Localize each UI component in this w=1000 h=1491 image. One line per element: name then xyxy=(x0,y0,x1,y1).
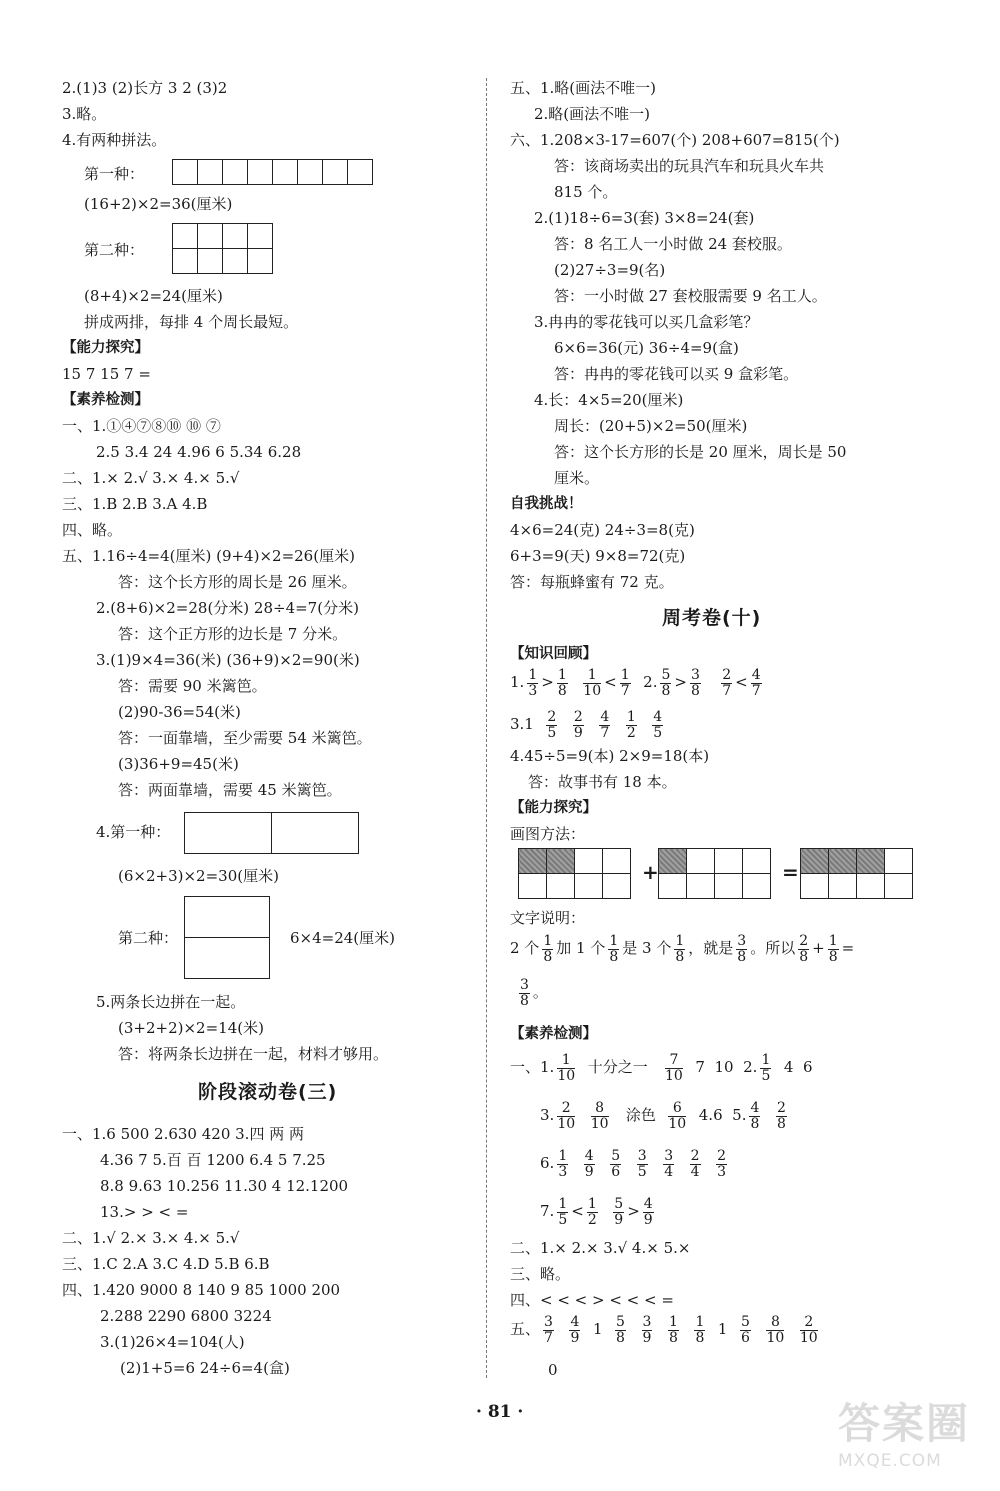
fraction xyxy=(665,1053,683,1084)
answer-line xyxy=(510,930,854,966)
numerator: 1 xyxy=(626,708,636,725)
item-number: 3.1 xyxy=(510,715,534,733)
denominator: 10 xyxy=(557,1115,576,1132)
numerator: 3 xyxy=(637,1147,647,1164)
text: 10 xyxy=(714,1058,734,1076)
denominator: 9 xyxy=(570,1329,580,1346)
numerator: 4 xyxy=(584,1147,594,1164)
answer-line: 3.略。 xyxy=(62,105,107,123)
text: + xyxy=(812,939,825,957)
fraction xyxy=(643,1197,654,1228)
fraction xyxy=(663,1149,674,1180)
fraction-grid-one-eighth xyxy=(658,848,771,899)
text: 1 xyxy=(717,1320,728,1338)
text: 6 xyxy=(803,1058,813,1076)
fraction xyxy=(591,1101,609,1132)
fraction xyxy=(584,1149,595,1180)
numerator: 1 xyxy=(587,1195,597,1212)
plus-sign: + xyxy=(642,860,659,884)
fraction xyxy=(608,934,619,965)
fraction xyxy=(660,668,671,699)
answer-line: (6×2+3)×2=30(厘米) xyxy=(118,867,279,885)
text: 涂色 xyxy=(625,1106,656,1124)
numerator: 1 xyxy=(557,1053,575,1069)
text: 。所以 xyxy=(750,939,796,957)
numerator: 2 xyxy=(547,708,557,725)
fraction xyxy=(721,668,732,699)
denominator: 8 xyxy=(668,1329,678,1346)
denominator: 5 xyxy=(558,1211,568,1228)
fraction xyxy=(736,934,747,965)
answer-line xyxy=(516,974,548,1010)
answer-line: (2)1+5=6 24÷6=4(盒) xyxy=(120,1359,290,1377)
page-number: · 81 · xyxy=(476,1402,524,1422)
text: = xyxy=(841,939,855,957)
equals-sign: = xyxy=(782,860,799,884)
numerator: 2 xyxy=(722,666,732,683)
fraction xyxy=(694,1315,705,1346)
comparison-sign: > xyxy=(541,673,554,691)
denominator: 10 xyxy=(557,1067,576,1084)
numerator: 3 xyxy=(690,666,700,683)
fraction xyxy=(557,1101,575,1132)
answer-line: 五、1.略(画法不唯一) xyxy=(510,79,657,97)
answer-line: 答：该商场卖出的玩具汽车和玩具火车共 xyxy=(554,157,825,175)
denominator: 7 xyxy=(722,682,732,699)
numerator: 1 xyxy=(558,1195,568,1212)
answer-line: 6+3=9(天) 9×8=72(克) xyxy=(510,547,686,565)
answer-line: 答：一面靠墙，至少需要 54 米篱笆。 xyxy=(118,729,372,747)
section-heading: 【能力探究】 xyxy=(62,340,149,356)
stacked-rectangle xyxy=(184,896,270,979)
fraction xyxy=(652,710,663,741)
answer-line: 答：这个长方形的长是 20 厘米，周长是 50 xyxy=(554,443,847,461)
fraction xyxy=(569,1315,580,1346)
denominator: 5 xyxy=(547,724,557,741)
numerator: 3 xyxy=(544,1313,553,1330)
answer-line: 答：两面靠墙，需要 45 米篱笆。 xyxy=(118,781,342,799)
denominator: 8 xyxy=(776,1115,786,1132)
numerator: 7 xyxy=(665,1053,683,1069)
numerator: 3 xyxy=(737,932,747,949)
numerator: 8 xyxy=(766,1315,784,1331)
answer-line: 答：需要 90 米篱笆。 xyxy=(118,677,267,695)
fraction xyxy=(690,668,701,699)
fraction xyxy=(613,1197,624,1228)
answer-line: 五、1.16÷4=4(厘米) (9+4)×2=26(厘米) xyxy=(62,547,355,565)
denominator: 8 xyxy=(675,948,685,965)
answer-line: 4.45÷5=9(本) 2×9=18(本) xyxy=(510,747,710,765)
item-number: 3. xyxy=(540,1106,555,1124)
section-heading: 【知识回顾】 xyxy=(510,646,597,662)
numerator: 1 xyxy=(543,932,553,949)
denominator: 7 xyxy=(544,1329,553,1346)
denominator: 7 xyxy=(600,724,610,741)
item-number: 6. xyxy=(540,1154,555,1172)
numerator: 5 xyxy=(611,1147,621,1164)
answer-line xyxy=(540,1192,657,1230)
answer-line: 3.(1)26×4=104(人) xyxy=(100,1333,245,1351)
fraction xyxy=(668,1101,686,1132)
fraction xyxy=(674,934,685,965)
comparison-sign: > xyxy=(674,673,687,691)
fraction xyxy=(599,710,610,741)
answer-line: 5.两条长边拼在一起。 xyxy=(96,993,246,1011)
answer-line: 6×6=36(元) 36÷4=9(盒) xyxy=(554,339,739,357)
denominator: 8 xyxy=(616,1329,625,1346)
text: 是 3 个 xyxy=(622,939,672,957)
answer-line: 四、< < < > < < < = xyxy=(510,1291,674,1309)
one-row-grid xyxy=(172,159,373,185)
fraction xyxy=(557,1197,568,1228)
denominator: 8 xyxy=(609,948,619,965)
denominator: 4 xyxy=(690,1163,700,1180)
denominator: 9 xyxy=(643,1211,653,1228)
denominator: 10 xyxy=(583,682,602,699)
text: 十分之一 xyxy=(587,1058,648,1076)
denominator: 8 xyxy=(520,992,529,1009)
fraction xyxy=(573,710,584,741)
numerator: 2 xyxy=(557,1101,575,1117)
numerator: 3 xyxy=(642,1313,652,1330)
answer-line: 6×4=24(厘米) xyxy=(290,929,396,947)
answer-line: 3.(1)9×4=36(米) (36+9)×2=90(米) xyxy=(96,651,360,669)
fraction xyxy=(620,668,631,699)
answer-line: 答：每瓶蜂蜜有 72 克。 xyxy=(510,573,674,591)
fraction xyxy=(546,710,557,741)
numerator: 2 xyxy=(800,1315,818,1331)
denominator: 9 xyxy=(642,1329,652,1346)
answer-line: 一、1.6 500 2.630 420 3.四 两 两 xyxy=(62,1125,304,1143)
numerator: 1 xyxy=(695,1313,705,1330)
watermark-text: 答案圈 xyxy=(838,1399,971,1448)
column-divider xyxy=(486,78,487,1378)
answer-line: 答：8 名工人一小时做 24 套校服。 xyxy=(554,235,792,253)
numerator: 4 xyxy=(600,708,610,725)
fraction xyxy=(751,668,762,699)
two-row-grid xyxy=(172,223,273,274)
answer-line: 一、1.①④⑦⑧⑩ ⑩ ⑦ xyxy=(62,417,221,435)
first-way-label: 第一种： xyxy=(84,165,145,183)
fraction xyxy=(557,1053,575,1084)
numerator: 4 xyxy=(570,1313,580,1330)
denominator: 6 xyxy=(611,1163,621,1180)
answer-line: 六、1.208×3-17=607(个) 208+607=815(个) xyxy=(510,131,840,149)
second-way-label: 第二种： xyxy=(84,241,145,259)
text: 1 xyxy=(592,1320,603,1338)
answer-line xyxy=(510,1310,821,1348)
comparison-sign: < xyxy=(735,673,748,691)
numerator: 6 xyxy=(668,1101,686,1117)
answer-line: 答：一小时做 27 套校服需要 9 名工人。 xyxy=(554,287,827,305)
answer-line: 4×6=24(克) 24÷3=8(克) xyxy=(510,521,695,539)
denominator: 8 xyxy=(543,948,553,965)
watermark-logo xyxy=(838,1391,978,1471)
text: ，就是 xyxy=(688,939,734,957)
fraction xyxy=(776,1101,787,1132)
comparison-sign: < xyxy=(604,673,617,691)
fraction xyxy=(626,710,637,741)
denominator: 5 xyxy=(637,1163,647,1180)
answer-line: (8+4)×2=24(厘米) xyxy=(84,287,223,305)
fraction xyxy=(583,668,601,699)
answer-line: 四、1.420 9000 8 140 9 85 1000 200 xyxy=(62,1281,341,1299)
answer-line: 8.8 9.63 10.256 11.30 4 12.1200 xyxy=(100,1177,349,1195)
answer-line: 厘米。 xyxy=(554,469,600,487)
section-title: 阶段滚动卷(三) xyxy=(198,1081,338,1103)
numerator: 4 xyxy=(653,708,663,725)
fraction xyxy=(637,1149,648,1180)
second-way-label: 第二种： xyxy=(118,929,179,947)
denominator: 2 xyxy=(587,1211,597,1228)
fraction xyxy=(668,1315,679,1346)
comparison-sign: < xyxy=(571,1202,584,1220)
denominator: 8 xyxy=(799,948,809,965)
fraction xyxy=(749,1101,760,1132)
fraction-grid-two-eighths xyxy=(518,848,631,899)
fraction xyxy=(766,1315,784,1346)
answer-line: 答：这个正方形的边长是 7 分米。 xyxy=(118,625,348,643)
answer-line: 文字说明： xyxy=(510,909,586,927)
answer-line: (16+2)×2=36(厘米) xyxy=(84,195,233,213)
numerator: 4 xyxy=(750,1099,760,1116)
answer-line: 拼成两排，每排 4 个周长最短。 xyxy=(84,313,299,331)
numerator: 5 xyxy=(661,666,671,683)
comparison-sign: > xyxy=(627,1202,640,1220)
answer-line: 3.冉冉的零花钱可以买几盒彩笔？ xyxy=(534,313,759,331)
denominator: 3 xyxy=(558,1163,568,1180)
denominator: 10 xyxy=(668,1115,687,1132)
fraction xyxy=(828,934,839,965)
answer-line: (3)36+9=45(米) xyxy=(118,755,239,773)
fraction xyxy=(716,1149,727,1180)
fraction xyxy=(542,934,553,965)
numerator: 1 xyxy=(557,666,567,683)
answer-line: 画图方法： xyxy=(510,825,586,843)
first-way-label: 4.第一种： xyxy=(96,823,171,841)
fraction xyxy=(557,1149,568,1180)
answer-line: 2.288 2290 6800 3224 xyxy=(100,1307,272,1325)
numerator: 4 xyxy=(751,666,761,683)
answer-line xyxy=(540,1096,790,1134)
numerator: 5 xyxy=(741,1313,750,1330)
text: 。 xyxy=(532,983,548,1001)
denominator: 9 xyxy=(584,1163,594,1180)
denominator: 9 xyxy=(614,1211,624,1228)
text: 4 xyxy=(783,1058,794,1076)
item-number: 5. xyxy=(732,1106,747,1124)
denominator: 8 xyxy=(690,682,700,699)
numerator: 1 xyxy=(609,932,619,949)
numerator: 1 xyxy=(761,1051,771,1068)
numerator: 3 xyxy=(520,976,529,993)
numerator: 3 xyxy=(664,1147,674,1164)
denominator: 3 xyxy=(717,1163,727,1180)
numerator: 4 xyxy=(643,1195,653,1212)
fraction xyxy=(615,1315,626,1346)
answer-line: 13.> > < = xyxy=(100,1203,189,1221)
fraction xyxy=(690,1149,701,1180)
numerator: 1 xyxy=(828,932,838,949)
answer-line: 2.(1)18÷6=3(套) 3×8=24(套) xyxy=(534,209,755,227)
two-cell-rectangle xyxy=(184,812,359,854)
section-heading: 【能力探究】 xyxy=(510,800,597,816)
answer-line xyxy=(540,1144,730,1182)
fraction xyxy=(642,1315,653,1346)
watermark-url: MXQE.COM xyxy=(838,1451,942,1471)
answer-line xyxy=(510,1048,813,1086)
item-number: 1. xyxy=(510,673,525,691)
denominator: 8 xyxy=(557,682,567,699)
numerator: 1 xyxy=(675,932,685,949)
answer-line xyxy=(510,706,666,742)
answer-line: 4.36 7 5.百 百 1200 6.4 5 7.25 xyxy=(100,1151,326,1169)
denominator: 2 xyxy=(626,724,636,741)
section-heading: 自我挑战！ xyxy=(510,496,583,512)
answer-line: 四、略。 xyxy=(62,521,123,539)
answer-line: 二、1.× 2.× 3.√ 4.× 5.× xyxy=(510,1239,691,1257)
item-number: 7. xyxy=(540,1202,555,1220)
answer-line: 周长：(20+5)×2=50(厘米) xyxy=(554,417,748,435)
answer-line: 答：冉冉的零花钱可以买 9 盒彩笔。 xyxy=(554,365,799,383)
fraction-grid-three-eighths xyxy=(800,848,913,899)
text: 7 xyxy=(695,1058,705,1076)
answer-line: (2)90-36=54(米) xyxy=(118,703,241,721)
denominator: 8 xyxy=(828,948,838,965)
denominator: 10 xyxy=(766,1329,785,1346)
numerator: 2 xyxy=(799,932,809,949)
denominator: 3 xyxy=(528,682,538,699)
answer-line: 三、略。 xyxy=(510,1265,571,1283)
fraction xyxy=(800,1315,818,1346)
numerator: 8 xyxy=(591,1101,609,1117)
denominator: 6 xyxy=(741,1329,750,1346)
answer-line: 答：故事书有 18 本。 xyxy=(528,773,677,791)
item-number: 2. xyxy=(643,673,658,691)
numerator: 1 xyxy=(528,666,538,683)
answer-line: 2.(1)3 (2)长方 3 2 (3)2 xyxy=(62,79,228,97)
item-number: 2. xyxy=(743,1058,758,1076)
numerator: 5 xyxy=(616,1313,625,1330)
text: 4.6 xyxy=(698,1106,723,1124)
denominator: 10 xyxy=(590,1115,609,1132)
answer-line: 2.(8+6)×2=28(分米) 28÷4=7(分米) xyxy=(96,599,359,617)
fraction xyxy=(760,1053,771,1084)
numerator: 1 xyxy=(583,668,601,684)
fraction xyxy=(587,1197,598,1228)
denominator: 7 xyxy=(620,682,630,699)
answer-line: 二、1.× 2.√ 3.× 4.× 5.√ xyxy=(62,469,240,487)
answer-line: 4.长：4×5=20(厘米) xyxy=(534,391,684,409)
section-title: 周考卷(十) xyxy=(662,607,762,629)
fraction xyxy=(610,1149,621,1180)
answer-line: 4.有两种拼法。 xyxy=(62,131,167,149)
numerator: 2 xyxy=(690,1147,700,1164)
denominator: 10 xyxy=(799,1329,818,1346)
denominator: 4 xyxy=(664,1163,674,1180)
answer-line: 答：这个长方形的周长是 26 厘米。 xyxy=(118,573,357,591)
fraction xyxy=(557,668,568,699)
answer-line: 三、1.C 2.A 3.C 4.D 5.B 6.B xyxy=(62,1255,270,1273)
denominator: 9 xyxy=(573,724,583,741)
text: 2 个 xyxy=(510,939,540,957)
denominator: 8 xyxy=(695,1329,705,1346)
numerator: 2 xyxy=(776,1099,786,1116)
fraction xyxy=(740,1315,751,1346)
answer-line xyxy=(510,664,765,700)
answer-line: 2.5 3.4 24 4.96 6 5.34 6.28 xyxy=(96,443,302,461)
text: 加 1 个 xyxy=(556,939,606,957)
denominator: 5 xyxy=(653,724,663,741)
item-number: 五、 xyxy=(510,1320,541,1338)
numerator: 2 xyxy=(573,708,583,725)
numerator: 1 xyxy=(668,1313,678,1330)
answer-line: 三、1.B 2.B 3.A 4.B xyxy=(62,495,208,513)
denominator: 10 xyxy=(665,1067,683,1084)
fraction xyxy=(798,934,809,965)
item-number: 一、1. xyxy=(510,1058,555,1076)
answer-line: 0 xyxy=(548,1361,558,1379)
numerator: 1 xyxy=(620,666,630,683)
answer-line: (3+2+2)×2=14(米) xyxy=(118,1019,264,1037)
denominator: 8 xyxy=(661,682,671,699)
section-heading: 【素养检测】 xyxy=(62,392,149,408)
numerator: 5 xyxy=(614,1195,624,1212)
section-heading: 【素养检测】 xyxy=(510,1026,597,1042)
fraction xyxy=(519,978,530,1009)
fraction xyxy=(527,668,538,699)
numerator: 2 xyxy=(717,1147,727,1164)
denominator: 7 xyxy=(751,682,761,699)
fraction xyxy=(543,1315,554,1346)
denominator: 5 xyxy=(761,1067,771,1084)
denominator: 8 xyxy=(750,1115,760,1132)
answer-line: (2)27÷3=9(名) xyxy=(554,261,666,279)
answer-line: 二、1.√ 2.× 3.× 4.× 5.√ xyxy=(62,1229,240,1247)
numerator: 1 xyxy=(558,1147,568,1164)
answer-line: 答：将两条长边拼在一起，材料才够用。 xyxy=(118,1045,389,1063)
denominator: 8 xyxy=(737,948,747,965)
answer-line: 2.略(画法不唯一) xyxy=(534,105,651,123)
answer-line: 15 7 15 7 = xyxy=(62,365,151,383)
answer-line: 815 个。 xyxy=(554,183,618,201)
